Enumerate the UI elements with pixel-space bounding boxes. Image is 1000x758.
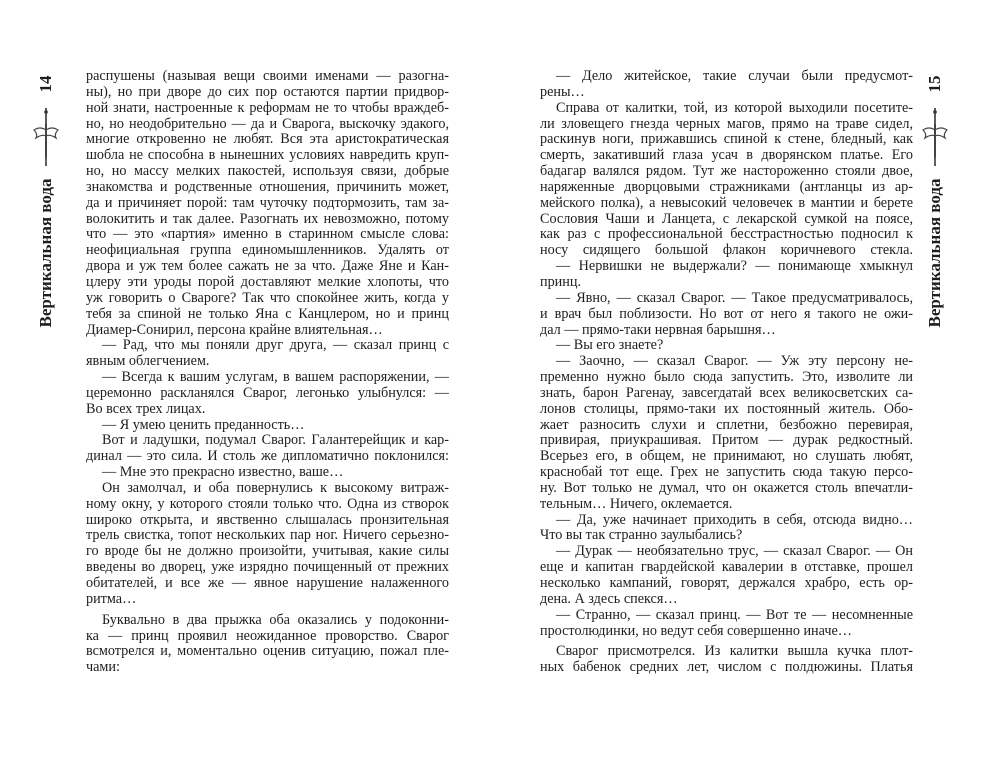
text-line: — Заочно, — сказал Сварог. — Уж эту персону не- xyxy=(556,353,913,370)
text-line: неофициальная группа единомышленников. Удалять от xyxy=(86,242,449,259)
page-number xyxy=(36,70,56,98)
paragraph xyxy=(86,481,449,608)
left-page-text xyxy=(86,69,449,676)
text-line: — Странно, — сказал принц. — Вот те — несомненные xyxy=(556,606,913,623)
text-line: двора и уж тем более сажать не за что. Даже Яне и Кан- xyxy=(86,258,449,275)
text-line: многие откровенно не любят. Вся эта аристократическая xyxy=(86,131,449,148)
text-line: чами: xyxy=(86,659,120,676)
text-line: что — это «партия» именно в старинном смысле слова: xyxy=(86,226,449,243)
text-line: лонов столицы, прямо-таки их постоянный житель. Обо- xyxy=(540,400,913,417)
text-line: цлеру эти уроды порой доставляют мелкие хлопоты, что xyxy=(86,273,449,290)
text-line: знать, барон Рагенау, завсегдатай всех великосветских са- xyxy=(540,384,913,401)
text-line: как раз с профессиональной бесстрастностью подносил к xyxy=(540,226,913,243)
paragraph xyxy=(86,613,449,676)
text-line: тельным… Ничего, оклемается. xyxy=(540,495,733,512)
text-line: ну. Вот только не думал, что он окажется столь впечатли- xyxy=(540,479,913,496)
paragraph xyxy=(86,69,449,338)
text-line: простолюдинки, но ведут себя совершенно иначе… xyxy=(540,622,852,639)
text-line: — Да, уже начинает приходить в себя, отсюда видно… xyxy=(556,511,913,528)
text-line: шобла не способна в нынешних условиях навредить круп- xyxy=(86,147,449,164)
paragraph xyxy=(540,338,913,354)
text-line: — Всегда к вашим услугам, в вашем распоряжении, — xyxy=(102,369,449,386)
text-line: Всерьез его, в общем, не принимают, но слушать любят, xyxy=(540,448,913,465)
text-line: несколько кампаний, говорят, держался храбро, есть ор- xyxy=(540,575,913,591)
running-title-text: Вертикальная вода xyxy=(36,178,55,327)
paragraph xyxy=(86,433,449,465)
page-number-text: 14 xyxy=(36,75,55,93)
text-line: — Дело житейское, такие случаи были предусмот- xyxy=(556,68,913,84)
text-line: жает разносить слухи и сплетни, безбожно перевирая, xyxy=(540,416,913,433)
paragraph xyxy=(86,418,449,434)
page-number xyxy=(925,70,945,98)
text-line: принц. xyxy=(540,273,582,290)
text-line: да и причиняет порой: там чуточку подтормозить, там за- xyxy=(86,194,449,211)
text-line: дал — прямо-таки нервная барышня… xyxy=(540,321,776,338)
text-line: носу сидящего большой флакон коричневого стекла. xyxy=(540,242,913,259)
text-line: и врач был поблизости. Но вот от него я такого не ожи- xyxy=(540,305,913,322)
paragraph xyxy=(540,69,913,101)
paragraph xyxy=(86,338,449,370)
text-line: — Рад, что мы поняли друг друга, — сказал принц с xyxy=(102,337,449,354)
text-line: рены… xyxy=(540,83,585,100)
text-line: уж говорить о Свароге? Так что спокойнее жить, когда у xyxy=(86,289,449,306)
text-line: ритма… xyxy=(86,590,137,607)
text-line: но, но массу мелких пакостей, используя связи, добрые xyxy=(86,163,449,180)
text-line: мейского полка), а невысокий человечек в мантии и берете xyxy=(540,194,913,211)
text-line: ны), но при дворе до сих пор остаются партии придвор- xyxy=(86,83,449,100)
text-line: — Явно, — сказал Сварог. — Такое предусматривалось, xyxy=(556,289,913,306)
text-line: Буквально в два прыжка оба оказались у подоконни- xyxy=(102,611,449,628)
text-line: ли зловещего гнезда черных магов, прямо на траве сидел, xyxy=(540,115,913,132)
text-line: Он замолчал, и оба повернулись к высокому витраж- xyxy=(102,479,449,496)
text-line: Сословия Чаши и Ланцета, с лекарской сумкой на поясе, xyxy=(540,210,913,227)
text-line: ных бабенок средних лет, числом с полдюжины. Платья xyxy=(540,659,913,676)
text-line: ному окну, у которого стояли только что. Одна из створок xyxy=(86,495,449,512)
running-title xyxy=(36,175,56,330)
text-line: Сварог присмотрелся. Из калитки вышла кучка плот- xyxy=(556,643,913,660)
text-line: обитателей, и все же — явное нарушение налаженного xyxy=(86,575,449,591)
text-line: — Вы его знаете? xyxy=(556,337,664,354)
paragraph xyxy=(540,291,913,339)
dagger-ornament-icon xyxy=(30,108,62,168)
text-line: широко открыта, и явственно слышалась пронзительная xyxy=(86,511,449,528)
page-number-text: 15 xyxy=(925,75,944,93)
text-line: ной знати, настроенные к реформам не то чтобы враждеб- xyxy=(86,99,449,116)
paragraph xyxy=(540,608,913,640)
text-line: Справа от калитки, той, из которой выходили посетите- xyxy=(556,99,913,116)
text-line: знакомства и родственные отношения, причинить может, xyxy=(86,178,449,195)
text-line: привирая, приукрашивая. Притом — дурак редкостный. xyxy=(540,432,913,449)
text-line: ка — принц проявил неожиданное проворство. Сварог xyxy=(86,627,449,644)
dagger-ornament-icon xyxy=(919,108,951,168)
text-line: — Дурак — необязательно трус, — сказал Сварог. — Он xyxy=(556,543,913,560)
text-line: введены во дворец, уже изрядно почищенный от прежних xyxy=(86,559,449,576)
text-line: Вот и ладушки, подумал Сварог. Галантерейщик и кар- xyxy=(102,432,449,449)
text-line: динал — это сила. И столь же дипломатично поклонился: xyxy=(86,448,449,465)
text-line: церемонно раскланялся Сварог, легонько улыбнулся: — xyxy=(86,384,449,401)
text-line: пременно нужно было сюда запустить. Это, изволите ли xyxy=(540,369,913,386)
text-line: Что вы так странно заулыбались? xyxy=(540,527,743,544)
text-line: го вроде бы не должно произойти, учитывая, какие силы xyxy=(86,543,449,560)
paragraph xyxy=(540,513,913,545)
paragraph xyxy=(86,370,449,418)
paragraph xyxy=(540,354,913,512)
paragraph xyxy=(540,259,913,291)
text-line: трель свистка, топот нескольких пар ног. Ничего серьезно- xyxy=(86,527,449,544)
text-line: еще и капитан гвардейской кавалерии в отставке, прошел xyxy=(540,559,913,576)
text-line: всмотрелся и, моментально оценив ситуацию, пожал пле- xyxy=(86,643,449,660)
paragraph xyxy=(540,544,913,607)
text-line: волокитить и так далее. Разогнать их невозможно, потому xyxy=(86,210,449,227)
paragraph xyxy=(540,644,913,676)
text-line: Диамер-Сонирил, персона крайне влиятельная… xyxy=(86,321,383,338)
text-line: распушены (называя вещи своими именами — разогна- xyxy=(86,68,449,84)
text-line: — Нервишки не выдержали? — понимающе хмыкнул xyxy=(556,258,913,275)
paragraph xyxy=(540,101,913,259)
running-title-text: Вертикальная вода xyxy=(925,178,944,327)
right-page-text xyxy=(540,69,913,676)
text-line: явным облегчением. xyxy=(86,353,210,370)
text-line: тебя за спиной не только Яна с Канцлером, но и принц xyxy=(86,305,449,322)
running-title xyxy=(925,175,945,330)
paragraph xyxy=(86,465,449,481)
text-line: Во всех трех лицах. xyxy=(86,400,206,417)
text-line: — Я умею ценить преданность… xyxy=(102,416,305,433)
text-line: но, но неодобрительно — да и Сварога, выскочку эдакого, xyxy=(86,115,449,132)
text-line: бадагар валялся рядом. Тут же настороженно стояли двое, xyxy=(540,163,913,180)
text-line: краснобай тот еще. Грех не запустить сюда такую персо- xyxy=(540,464,913,481)
text-line: дена. А здесь спекся… xyxy=(540,590,678,607)
text-line: — Мне это прекрасно известно, ваше… xyxy=(102,464,344,481)
text-line: раскинув ноги, прижавшись спиной к стене, бледный, как xyxy=(540,131,913,148)
text-line: смерть, закативший глаза усач в дворянском платье. Его xyxy=(540,147,913,164)
text-line: наряженные дворцовыми стражниками (антланцы из ар- xyxy=(540,178,913,195)
